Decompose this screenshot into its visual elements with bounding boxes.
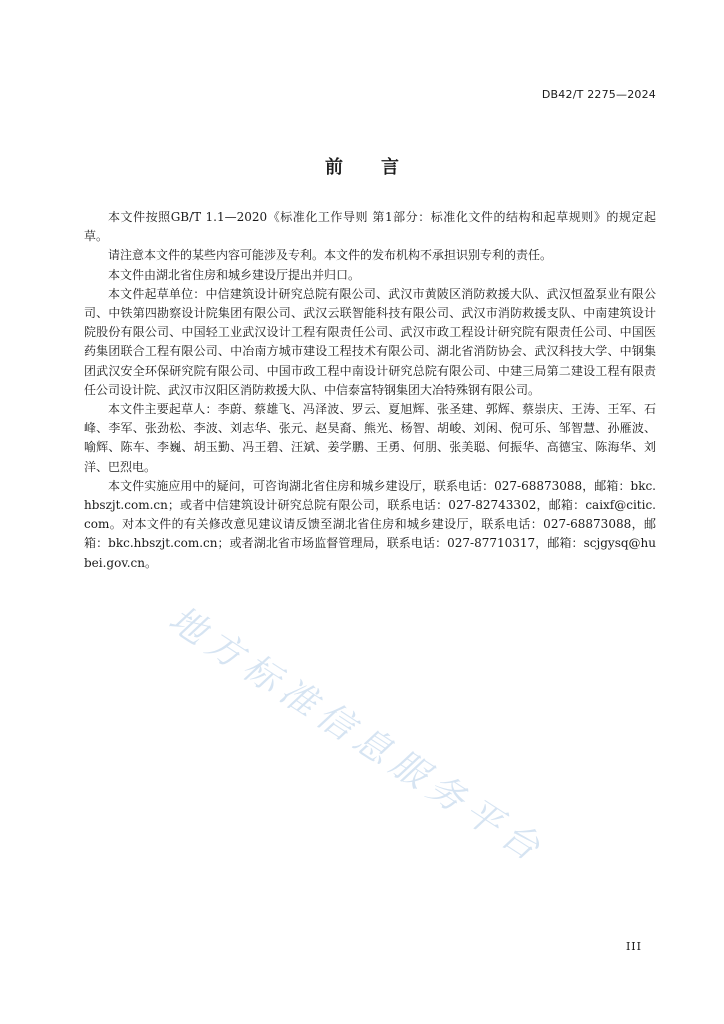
document-code: DB42/T 2275—2024 (541, 88, 656, 101)
watermark-text: 地方标准信息服务平台 (161, 598, 553, 873)
page-number: III (625, 940, 642, 953)
document-body (84, 208, 656, 573)
paragraph-drafting-units: 本文件起草单位：中信建筑设计研究总院有限公司、武汉市黄陂区消防救援大队、武汉恒盈泵业有限公司、中铁第四勘察设计院集团有限公司、武汉云联智能科技有限公司、武汉市消防救援支队、中南建筑设计院股份有限公司、中国轻工业武汉设计工程有限责任公司、武汉市政工程设计研究院有限责任公司、中国医药集团联合工程有限公司、中冶南方城市建设工程技术有限公司、湖北省消防协会、武汉科技大学、中钢集团武汉安全环保研究院有限公司、中国市政工程中南设计研究总院有限公司、中建三局第二建设工程有限责任公司设计院、武汉市汉阳区消防救援大队、中信泰富特钢集团大冶特殊钢有限公司。 (84, 286, 656, 397)
page-title: 前言 (325, 157, 437, 178)
paragraph-drafting-rules: 本文件按照GB/T 1.1—2020《标准化工作导则 第1部分：标准化文件的结构和起草规则》的规定起草。 (84, 210, 656, 244)
paragraph-drafters: 本文件主要起草人：李蔚、蔡雄飞、冯泽波、罗云、夏旭辉、张圣建、郭辉、蔡崇庆、王涛、王军、石峰、李军、张劲松、李波、刘志华、张元、赵昊裔、熊光、杨智、胡峻、刘闲、倪可乐、邹智慧、孙雁波、喻辉、陈车、李巍、胡玉勤、冯王碧、汪斌、姜学鹏、王勇、何朋、张美聪、何振华、高德宝、陈海华、刘洋、巴烈电。 (84, 402, 656, 474)
paragraph-contact-info: 本文件实施应用中的疑问，可咨询湖北省住房和城乡建设厅，联系电话：027-68873088，邮箱：bkc.hbszjt.com.cn；或者中信建筑设计研究总院有限公司，联系电话：027-82743302，邮箱：caixf@citic.com。对本文件的有关修改意见建议请反馈至湖北省住房和城乡建设厅，联系电话：027-68873088，邮箱：bkc.hbszjt.com.cn；或者湖北省市场监督管理局，联系电话：027-87710317，邮箱：scjgysq@hubei.gov.cn。 (84, 478, 656, 570)
paragraph-proposer: 本文件由湖北省住房和城乡建设厅提出并归口。 (108, 267, 361, 282)
paragraph-patent-notice: 请注意本文件的某些内容可能涉及专利。本文件的发布机构不承担识别专利的责任。 (108, 248, 553, 263)
